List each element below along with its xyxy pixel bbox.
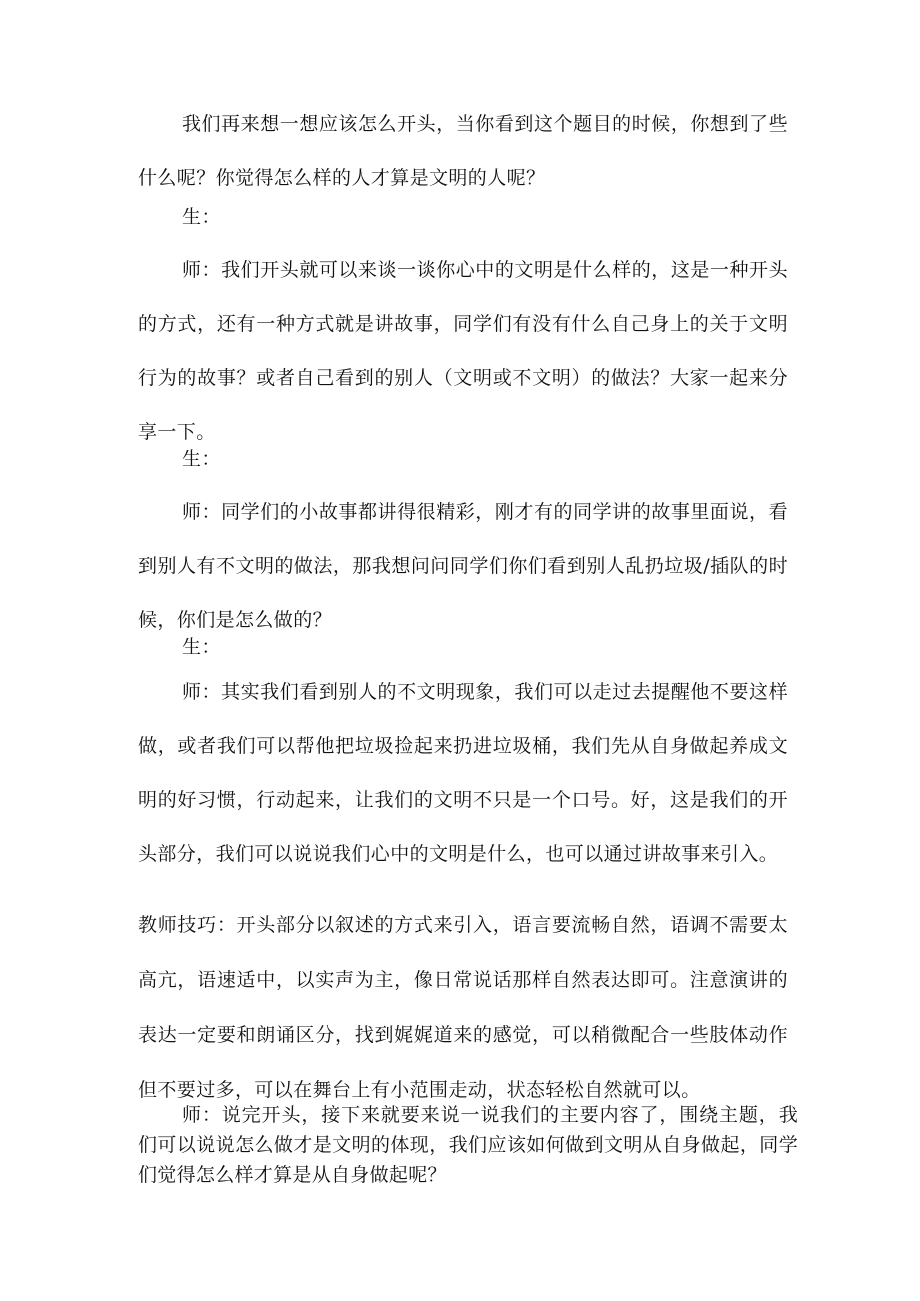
paragraph-student-reply-1: 生： bbox=[182, 206, 221, 228]
paragraph-teacher-1: 师：我们开头就可以来谈一谈你心中的文明是什么样的，这是一种开头的方式，还有一种方式就是讲故事，同学们有没有什么自己身上的关于文明行为的故事？或者自己看到的别人（文明或不文明）的做法？大家一起来分享一下。 bbox=[138, 259, 788, 443]
paragraph-opening-question: 我们再来想一想应该怎么开头，当你看到这个题目的时候，你想到了些什么呢？你觉得怎么样的人才算是文明的人呢？ bbox=[138, 113, 788, 189]
paragraph-student-reply-2: 生： bbox=[182, 448, 221, 470]
paragraph-teacher-4: 师：说完开头，接下来就要来说一说我们的主要内容了，围绕主题，我们可以说说怎么做才是文明的体现，我们应该如何做到文明从自身做起，同学们觉得怎么样才算是从自身做起呢？ bbox=[138, 1104, 798, 1186]
paragraph-teacher-3: 师：其实我们看到别人的不文明现象，我们可以走过去提醒他不要这样做，或者我们可以帮他把垃圾捡起来扔进垃圾桶，我们先从自身做起养成文明的好习惯，行动起来，让我们的文明不只是一个口号。好，这是我们的开头部分，我们可以说说我们心中的文明是什么，也可以通过讲故事来引入。 bbox=[138, 681, 788, 865]
paragraph-student-reply-3: 生： bbox=[182, 636, 221, 658]
paragraph-teacher-2: 师：同学们的小故事都讲得很精彩，刚才有的同学讲的故事里面说，看到别人有不文明的做法，那我想问问同学们你们看到别人乱扔垃圾/插队的时候，你们是怎么做的？ bbox=[138, 501, 788, 631]
paragraph-teacher-tips: 教师技巧：开头部分以叙述的方式来引入，语言要流畅自然，语调不需要太高亢，语速适中，以实声为主，像日常说话那样自然表达即可。注意演讲的表达一定要和朗诵区分，找到娓娓道来的感觉，可以稍微配合一些肢体动作但不要过多，可以在舞台上有小范围走动，状态轻松自然就可以。 bbox=[138, 914, 788, 1101]
